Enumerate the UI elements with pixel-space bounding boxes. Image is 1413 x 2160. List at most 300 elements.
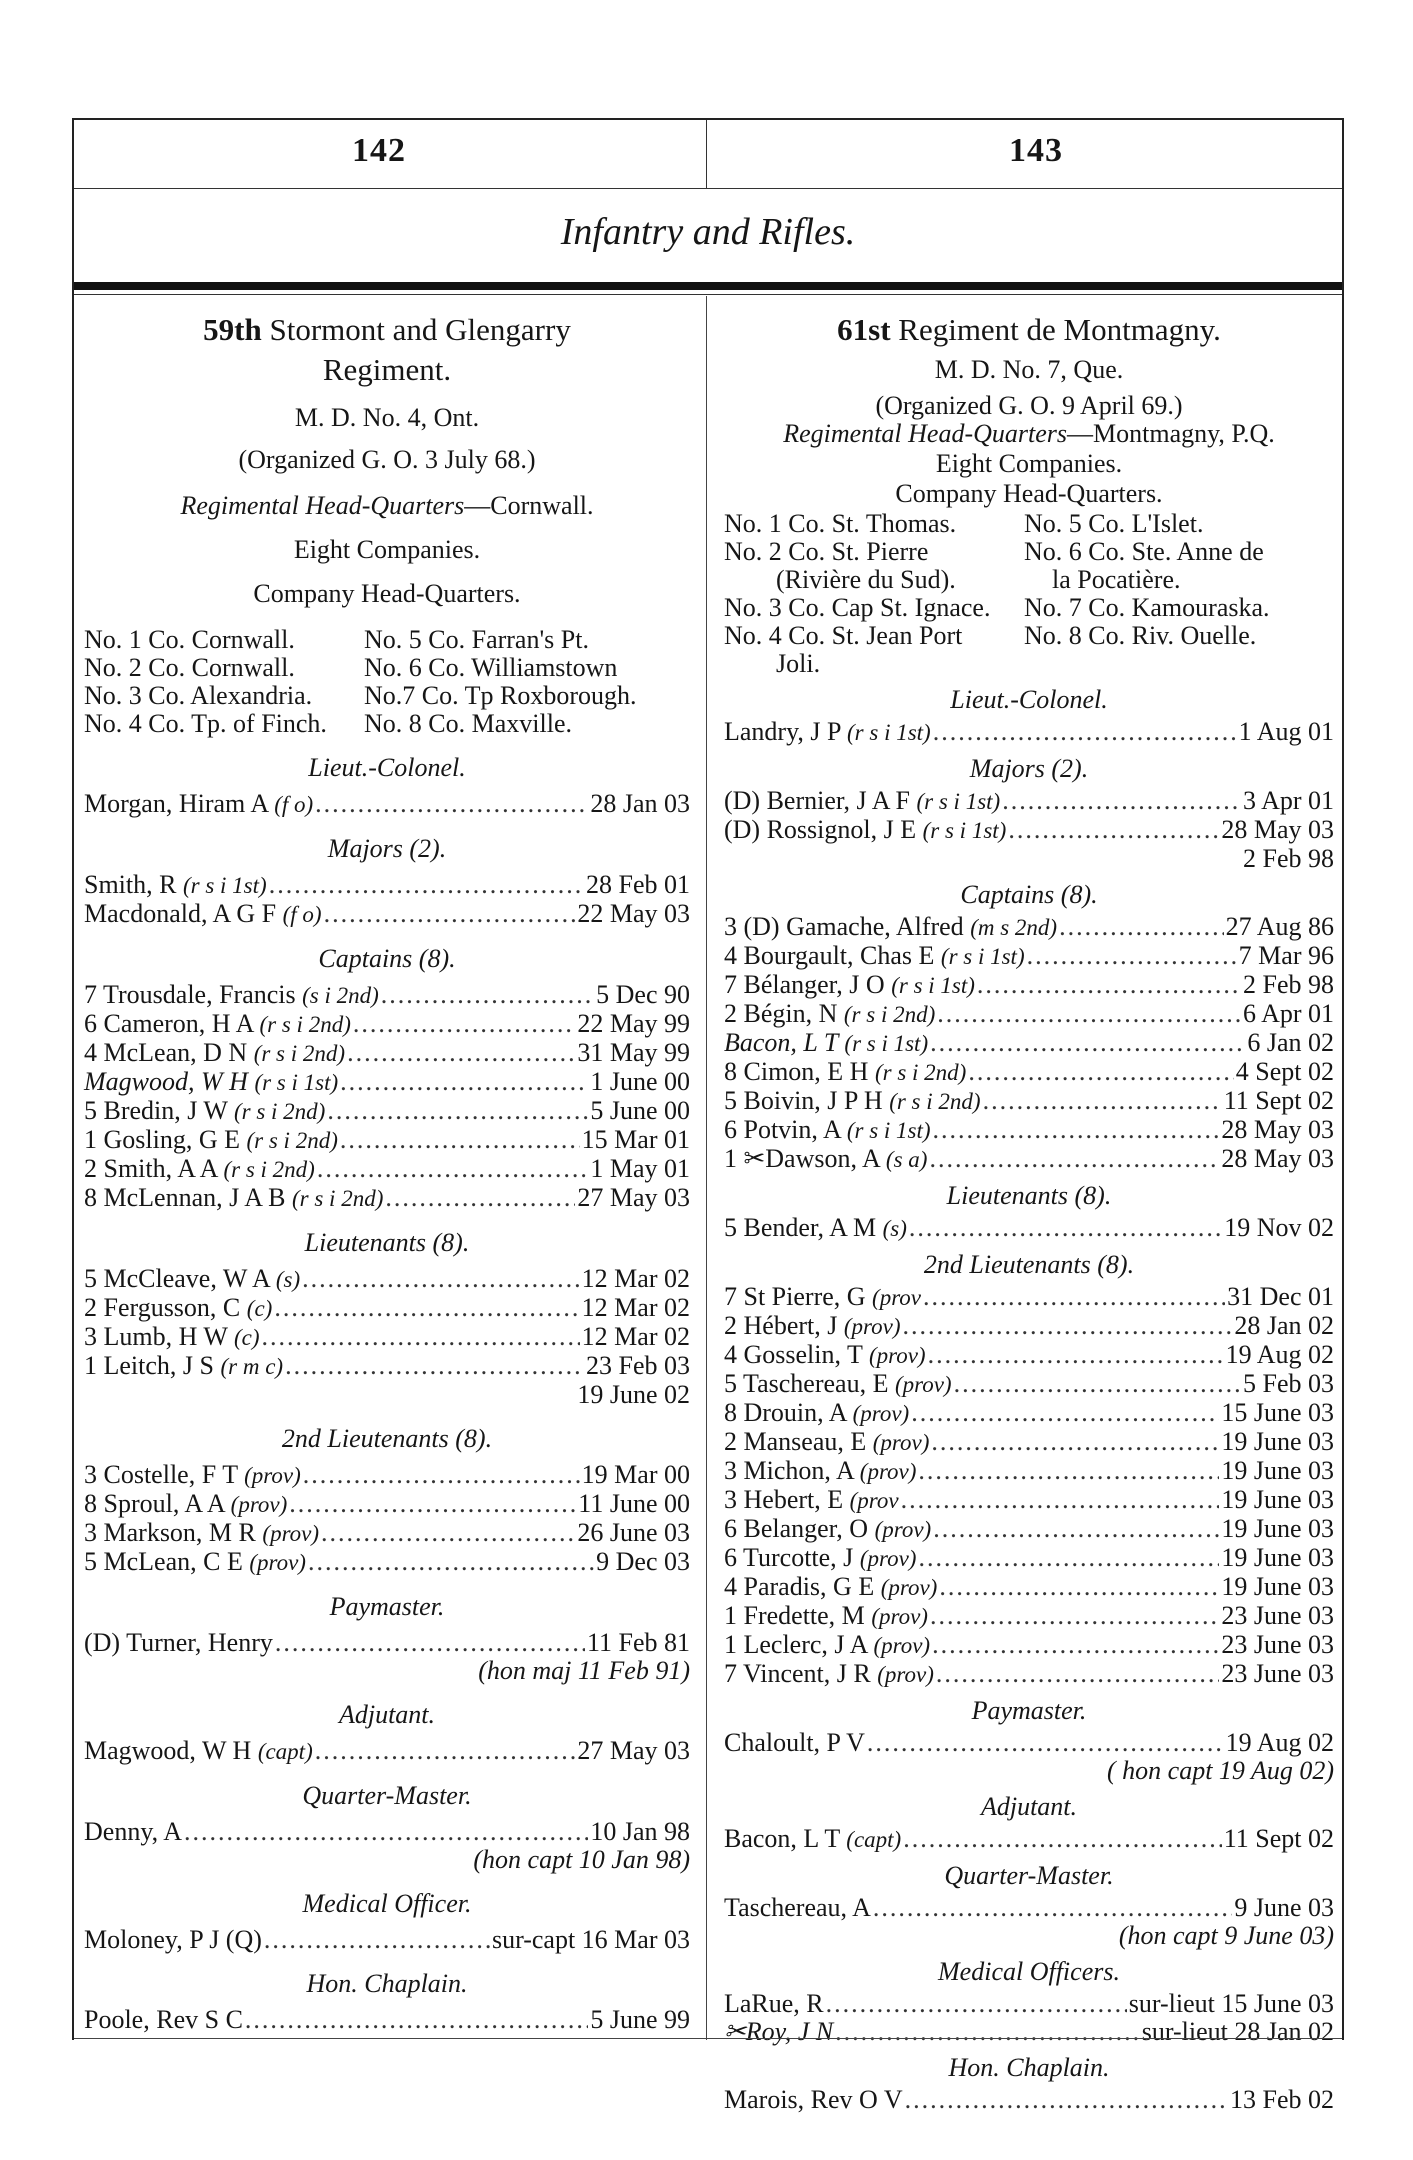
officer-name: 2 Manseau, E (prov) <box>724 1427 930 1456</box>
officer-name: 7 Bélanger, J O (r s i 1st) <box>724 970 975 999</box>
leader-dots <box>901 1486 1220 1514</box>
officer-qualification: (prov) <box>871 1604 928 1629</box>
leader-dots <box>933 718 1237 746</box>
commission-date: 11 Feb 81 <box>586 1628 690 1657</box>
commission-date: 22 May 99 <box>577 1009 690 1038</box>
commission-date: 6 Jan 02 <box>1247 1028 1334 1057</box>
officer-name: (D) Rossignol, J E (r s i 1st) <box>724 815 1007 844</box>
officer-qualification: (prov) <box>843 1314 901 1339</box>
commission-date: 23 June 03 <box>1221 1659 1334 1688</box>
company-right: No. 6 Co. Ste. Anne de <box>1024 537 1264 566</box>
commission-date: 28 May 03 <box>1221 815 1334 844</box>
commission-date: 27 Aug 86 <box>1225 912 1334 941</box>
page-title: Infantry and Rifles. <box>560 211 856 253</box>
leader-dots <box>340 1126 580 1154</box>
officer-name: 6 Cameron, H A (r s i 2nd) <box>84 1009 351 1038</box>
leader-dots <box>327 1097 588 1125</box>
officer-entry <box>724 1116 1334 1145</box>
leader-dots <box>317 1155 589 1183</box>
officer-entry <box>724 1660 1334 1689</box>
officer-qualification: (r s i 2nd) <box>889 1089 981 1114</box>
officer-entry <box>724 1312 1334 1341</box>
section-title: Lieutenants (8). <box>304 1228 470 1257</box>
officer-name: 6 Belanger, O (prov) <box>724 1514 932 1543</box>
officer-qualification: (r s i 1st) <box>916 789 1001 814</box>
section-title: 2nd Lieutenants (8). <box>923 1250 1135 1279</box>
section-title: Hon. Chaplain. <box>306 1969 468 1998</box>
leader-dots <box>381 981 594 1009</box>
officer-entry <box>724 1544 1334 1573</box>
leader-dots <box>929 1145 1219 1173</box>
officer-entry <box>724 1283 1334 1312</box>
officer-qualification: (r s i 2nd) <box>253 1041 346 1066</box>
officer-entry <box>724 1515 1334 1544</box>
officer-qualification: (prov) <box>859 1546 917 1571</box>
officer-entry <box>84 1629 690 1657</box>
commission-date: 28 May 03 <box>1221 1144 1334 1173</box>
leader-dots <box>903 1825 1222 1853</box>
regiment-heading <box>724 310 1334 350</box>
leader-dots <box>930 1029 1245 1057</box>
officer-entry <box>724 1087 1334 1116</box>
officer-entry <box>724 1825 1334 1854</box>
commission-date: 1 June 00 <box>590 1067 690 1096</box>
officer-name: 5 McLean, C E (prov) <box>84 1547 306 1576</box>
commission-date: 4 Sept 02 <box>1235 1057 1334 1086</box>
company-row <box>724 566 1334 594</box>
bottom-rule <box>74 2038 1342 2039</box>
leader-dots <box>245 2006 588 2034</box>
company-left: No. 2 Co. St. Pierre <box>724 537 929 566</box>
commission-date: 12 Mar 02 <box>581 1322 690 1351</box>
officer-qualification: (prov) <box>230 1492 288 1517</box>
officer-name: 2 Hébert, J (prov) <box>724 1311 901 1340</box>
leader-dots <box>954 1370 1241 1398</box>
leader-dots <box>933 1515 1219 1543</box>
officer-name: 3 Markson, M R (prov) <box>84 1518 320 1547</box>
officer-entry <box>724 787 1334 816</box>
company-right: No. 8 Co. Riv. Ouelle. <box>1024 621 1257 650</box>
section-title: 2nd Lieutenants (8). <box>281 1424 493 1453</box>
officer-name: Magwood, W H (r s i 1st) <box>84 1067 339 1096</box>
officer-name: 8 Sproul, A A (prov) <box>84 1489 288 1518</box>
officer-qualification: (r s i 1st) <box>254 1070 339 1095</box>
officer-name: 4 Gosselin, T (prov) <box>724 1340 926 1369</box>
commission-date: 5 June 00 <box>590 1096 690 1125</box>
regimental-hq-label: Regimental Head-Quarters <box>783 419 1067 448</box>
officer-qualification: (prov) <box>262 1521 320 1546</box>
leader-dots <box>262 1323 580 1351</box>
leader-dots <box>315 1737 576 1765</box>
officer-qualification: (capt) <box>846 1827 902 1852</box>
leader-dots <box>289 1490 576 1518</box>
company-left: No. 1 Co. St. Thomas. <box>724 509 957 538</box>
section-title: Adjutant. <box>338 1700 436 1729</box>
officer-name: 4 Paradis, G E (prov) <box>724 1572 938 1601</box>
company-right: No. 8 Co. Maxville. <box>364 709 572 738</box>
officer-name: 8 McLennan, J A B (r s i 2nd) <box>84 1183 384 1212</box>
officer-qualification: (r m c) <box>220 1354 284 1379</box>
leader-dots <box>302 1265 580 1293</box>
leader-dots <box>923 1283 1225 1311</box>
officer-qualification: (prov) <box>894 1372 952 1397</box>
officer-entry <box>84 1155 690 1184</box>
officer-name: 1 Gosling, G E (r s i 2nd) <box>84 1125 338 1154</box>
leader-dots <box>835 2018 1140 2046</box>
commission-date: 28 Feb 01 <box>586 870 690 899</box>
leader-dots <box>873 1894 1232 1922</box>
leader-dots <box>933 1116 1220 1144</box>
officer-entry <box>724 1370 1334 1399</box>
section-title: Medical Officer. <box>302 1889 472 1918</box>
officer-name: 6 Potvin, A (r s i 1st) <box>724 1115 931 1144</box>
officer-qualification: (r s i 1st) <box>847 720 931 745</box>
commission-date: 27 May 03 <box>577 1183 690 1212</box>
officer-name: ✂Roy, J N <box>724 2017 834 2046</box>
left-column <box>84 306 690 2034</box>
section-title: Majors (2). <box>327 834 447 863</box>
officer-name: 1 Fredette, M (prov) <box>724 1601 928 1630</box>
officer-entry <box>84 1519 690 1548</box>
officer-entry <box>724 1029 1334 1058</box>
commission-date: 10 Jan 98 <box>590 1817 690 1846</box>
entry-extra-note: (hon capt 10 Jan 98) <box>473 1845 690 1874</box>
officer-name: 3 (D) Gamache, Alfred (m s 2nd) <box>724 912 1058 941</box>
officer-qualification: (prov <box>849 1488 899 1513</box>
officer-name: Taschereau, A <box>724 1893 871 1922</box>
officer-qualification: (s) <box>275 1267 301 1292</box>
section-title: Adjutant. <box>980 1792 1078 1821</box>
commission-date: 26 June 03 <box>577 1518 690 1547</box>
officer-qualification: (r s i 1st) <box>182 873 267 898</box>
officer-entry <box>84 1039 690 1068</box>
officer-entry <box>84 871 690 900</box>
officer-name: (D) Turner, Henry <box>84 1628 273 1657</box>
officer-qualification: (s i 2nd) <box>302 983 379 1008</box>
officer-qualification: (f o) <box>282 902 322 927</box>
officer-qualification: (prov) <box>868 1343 926 1368</box>
leader-dots <box>385 1184 575 1212</box>
officer-entry <box>724 1631 1334 1660</box>
leader-dots <box>932 1631 1219 1659</box>
officer-entry <box>724 1729 1334 1757</box>
officer-qualification: (prov) <box>852 1401 910 1426</box>
leader-dots <box>918 1544 1219 1572</box>
leader-dots <box>347 1039 575 1067</box>
officer-name: 2 Bégin, N (r s i 2nd) <box>724 999 936 1028</box>
leader-dots <box>269 871 584 899</box>
officer-entry <box>724 1573 1334 1602</box>
officer-entry <box>84 1737 690 1766</box>
leader-dots <box>968 1058 1233 1086</box>
company-left: No. 4 Co. Tp. of Finch. <box>84 709 327 738</box>
officer-qualification: (r s i 2nd) <box>246 1128 338 1153</box>
officer-name: 7 Trousdale, Francis (s i 2nd) <box>84 980 379 1009</box>
leader-dots <box>826 1990 1127 2018</box>
officer-entry <box>724 913 1334 942</box>
commission-date: 22 May 03 <box>577 899 690 928</box>
title-rule-thick <box>74 282 1342 290</box>
company-row <box>724 538 1334 566</box>
section-title: Paymaster. <box>971 1696 1087 1725</box>
officer-name: Bacon, L T (capt) <box>724 1824 902 1853</box>
officer-name: Morgan, Hiram A (f o) <box>84 789 314 818</box>
regiment-number: 61st <box>837 312 891 347</box>
commission-date: 5 Dec 90 <box>596 980 690 1009</box>
commission-date: 27 May 03 <box>577 1736 690 1765</box>
officer-entry <box>84 1926 690 1954</box>
officer-qualification: (c) <box>246 1296 273 1321</box>
officer-entry <box>724 2018 1334 2046</box>
commission-date: 11 June 00 <box>578 1489 690 1518</box>
leader-dots <box>275 1629 585 1657</box>
officer-name: 5 Taschereau, E (prov) <box>724 1369 952 1398</box>
officer-qualification: (prov) <box>249 1550 306 1575</box>
officer-entry <box>84 1490 690 1519</box>
officer-name: 4 Bourgault, Chas E (r s i 1st) <box>724 941 1025 970</box>
organized-note: (Organized G. O. 3 July 68.) <box>238 445 536 474</box>
section-title: Lieut.-Colonel. <box>308 753 466 782</box>
company-row <box>84 654 690 682</box>
commission-date: 9 June 03 <box>1234 1893 1334 1922</box>
officer-name: 2 Fergusson, C (c) <box>84 1293 273 1322</box>
officer-qualification: (c) <box>233 1325 260 1350</box>
regiment-name: Regiment de Montmagny. <box>890 312 1221 347</box>
title-rule-thin <box>74 294 1342 295</box>
header-rule <box>74 188 1342 189</box>
company-row <box>84 710 690 738</box>
officer-entry <box>84 1097 690 1126</box>
section-title: Hon. Chaplain. <box>948 2053 1110 2082</box>
leader-dots <box>1059 913 1224 941</box>
company-right: la Pocatière. <box>1052 565 1181 594</box>
officer-qualification: (prov) <box>877 1662 934 1687</box>
officer-qualification: (r s i 1st) <box>940 944 1025 969</box>
company-right: No. 7 Co. Kamouraska. <box>1024 593 1270 622</box>
section-title: Captains (8). <box>960 880 1098 909</box>
commission-date: 23 June 03 <box>1221 1601 1334 1630</box>
leader-dots <box>315 790 588 818</box>
officer-entry <box>84 1548 690 1577</box>
leader-dots <box>977 971 1241 999</box>
regiment-heading <box>84 310 690 350</box>
leader-dots <box>285 1352 584 1380</box>
leader-dots <box>939 1573 1219 1601</box>
leader-dots <box>1027 942 1237 970</box>
officer-qualification: (s) <box>882 1216 907 1241</box>
officer-entry <box>84 981 690 1010</box>
company-left: No. 3 Co. Alexandria. <box>84 681 313 710</box>
commission-date: 19 June 03 <box>1221 1456 1334 1485</box>
commission-date: 19 June 03 <box>1221 1543 1334 1572</box>
officer-entry <box>84 900 690 929</box>
leader-dots <box>928 1341 1224 1369</box>
leader-dots <box>936 1660 1219 1688</box>
officer-qualification: (prov) <box>872 1430 930 1455</box>
officer-name: 3 Lumb, H W (c) <box>84 1322 260 1351</box>
commission-date: 2 Feb 98 <box>1243 970 1334 999</box>
officer-name: 5 Bredin, J W (r s i 2nd) <box>84 1096 326 1125</box>
officer-entry <box>724 1990 1334 2018</box>
commission-date: 28 May 03 <box>1221 1115 1334 1144</box>
officer-entry <box>724 718 1334 747</box>
commission-date: 9 Dec 03 <box>596 1547 690 1576</box>
officer-entry <box>724 1602 1334 1631</box>
officer-name: 8 Drouin, A (prov) <box>724 1398 910 1427</box>
officer-qualification: (r s i 2nd) <box>233 1099 326 1124</box>
officer-entry <box>724 1214 1334 1243</box>
companies-count: Eight Companies. <box>935 449 1123 478</box>
officer-name: Landry, J P (r s i 1st) <box>724 717 931 746</box>
officer-qualification: (s a) <box>885 1147 928 1172</box>
military-district: M. D. No. 4, Ont. <box>294 403 480 432</box>
regimental-hq <box>724 420 1334 448</box>
officer-entry <box>724 1428 1334 1457</box>
officer-entry <box>84 1818 690 1846</box>
company-right: No. 5 Co. L'Islet. <box>1024 509 1204 538</box>
commission-date: 19 Aug 02 <box>1225 1340 1334 1369</box>
officer-name: Chaloult, P V <box>724 1728 865 1757</box>
military-district: M. D. No. 7, Que. <box>934 355 1124 384</box>
officer-name: Moloney, P J (Q) <box>84 1925 262 1954</box>
officer-name: 3 Hebert, E (prov <box>724 1485 899 1514</box>
company-right: No. 6 Co. Williamstown <box>364 653 618 682</box>
page-number-left: 142 <box>352 132 406 169</box>
entry-extra-note: ( hon capt 19 Aug 02) <box>1107 1756 1334 1785</box>
officer-qualification: (capt) <box>257 1739 313 1764</box>
officer-qualification: (r s i 1st) <box>844 1031 929 1056</box>
leader-dots <box>264 1926 490 1954</box>
entry-extra-note: 2 Feb 98 <box>1243 844 1334 873</box>
officer-name: 7 St Pierre, G (prov <box>724 1282 922 1311</box>
section-title: Quarter-Master. <box>302 1781 472 1810</box>
officer-name: 5 Boivin, J P H (r s i 2nd) <box>724 1086 981 1115</box>
officer-entry <box>724 1058 1334 1087</box>
commission-date: 12 Mar 02 <box>581 1264 690 1293</box>
commission-date: 11 Sept 02 <box>1223 1824 1334 1853</box>
officer-name: Marois, Rev O V <box>724 2085 903 2114</box>
leader-dots <box>937 1000 1241 1028</box>
section-title: Majors (2). <box>969 754 1089 783</box>
officer-name: Poole, Rev S C <box>84 2005 243 2034</box>
commission-date: sur-lieut 28 Jan 02 <box>1141 2017 1334 2046</box>
commission-date: 31 May 99 <box>577 1038 690 1067</box>
officer-entry <box>724 1894 1334 1922</box>
officer-name: 6 Turcotte, J (prov) <box>724 1543 917 1572</box>
officer-qualification: (r s i 1st) <box>891 973 975 998</box>
officer-entry <box>84 1010 690 1039</box>
officer-qualification: (r s i 1st) <box>846 1118 931 1143</box>
commission-date: 1 May 01 <box>590 1154 690 1183</box>
officer-qualification: (prov <box>872 1285 922 1310</box>
officer-entry <box>84 1294 690 1323</box>
commission-date: 12 Mar 02 <box>581 1293 690 1322</box>
page-number-right: 143 <box>1009 132 1063 169</box>
regiment-name: Stormont and Glengarry <box>261 312 571 347</box>
leader-dots <box>1008 816 1219 844</box>
officer-qualification: (prov) <box>859 1459 917 1484</box>
company-row <box>724 510 1334 538</box>
page-number-bar <box>74 120 1342 188</box>
leader-dots <box>905 2086 1228 2114</box>
regimental-hq-label: Regimental Head-Quarters <box>180 491 465 520</box>
officer-entry <box>724 1399 1334 1428</box>
leader-dots <box>324 900 576 928</box>
company-left: Joli. <box>776 649 821 678</box>
officer-name: 8 Cimon, E H (r s i 2nd) <box>724 1057 967 1086</box>
commission-date: 19 Aug 02 <box>1225 1728 1334 1757</box>
companies-count: Eight Companies. <box>293 535 481 564</box>
officer-name: 3 Michon, A (prov) <box>724 1456 917 1485</box>
commission-date: 23 June 03 <box>1221 1630 1334 1659</box>
leader-dots <box>1002 787 1241 815</box>
leader-dots <box>931 1428 1219 1456</box>
commission-date: 28 Jan 03 <box>590 789 690 818</box>
company-row <box>724 650 1334 678</box>
company-left: (Rivière du Sud). <box>776 565 956 594</box>
right-column <box>724 306 1334 2114</box>
officer-entry <box>724 2086 1334 2114</box>
officer-entry <box>724 971 1334 1000</box>
commission-date: 28 Jan 02 <box>1234 1311 1334 1340</box>
regimental-hq-value: —Montmagny, P.Q. <box>1067 419 1275 448</box>
leader-dots <box>911 1399 1219 1427</box>
leader-dots <box>902 1312 1232 1340</box>
company-right: No. 5 Co. Farran's Pt. <box>364 625 589 654</box>
officer-entry <box>84 1126 690 1155</box>
commission-date: 19 Mar 00 <box>581 1460 690 1489</box>
officer-entry <box>84 1352 690 1381</box>
officer-name: 5 McCleave, W A (s) <box>84 1264 301 1293</box>
officer-qualification: (prov) <box>244 1463 301 1488</box>
commission-date: 19 June 03 <box>1221 1514 1334 1543</box>
leader-dots <box>321 1519 575 1547</box>
officer-qualification: (r s i 2nd) <box>223 1157 315 1182</box>
regiment-name-cont: Regiment. <box>322 352 452 387</box>
company-row <box>724 594 1334 622</box>
company-hq-heading: Company Head-Quarters. <box>253 579 521 608</box>
officer-name: Macdonald, A G F (f o) <box>84 899 322 928</box>
commission-date: 5 Feb 03 <box>1243 1369 1334 1398</box>
officer-entry <box>84 1068 690 1097</box>
leader-dots <box>918 1457 1219 1485</box>
officer-name: 1 ✂Dawson, A (s a) <box>724 1144 928 1173</box>
officer-entry <box>84 1323 690 1352</box>
company-left: No. 3 Co. Cap St. Ignace. <box>724 593 991 622</box>
leader-dots <box>340 1068 588 1096</box>
column-divider <box>706 296 707 2040</box>
commission-date: 19 June 03 <box>1221 1427 1334 1456</box>
officer-entry <box>84 2006 690 2034</box>
organized-note: (Organized G. O. 9 April 69.) <box>875 391 1183 420</box>
entry-extra-note: (hon maj 11 Feb 91) <box>478 1656 690 1685</box>
officer-name: LaRue, R <box>724 1989 824 2018</box>
section-title: Captains (8). <box>318 944 456 973</box>
officer-name: 2 Smith, A A (r s i 2nd) <box>84 1154 315 1183</box>
officer-name: Bacon, L T (r s i 1st) <box>724 1028 929 1057</box>
leader-dots <box>353 1010 575 1038</box>
officer-entry <box>84 1461 690 1490</box>
commission-date: 13 Feb 02 <box>1230 2085 1334 2114</box>
commission-date: 23 Feb 03 <box>586 1351 690 1380</box>
officer-entry <box>84 790 690 819</box>
regimental-hq <box>84 492 690 520</box>
officer-name: Denny, A <box>84 1817 182 1846</box>
leader-dots <box>308 1548 594 1576</box>
page-number-divider <box>706 120 707 188</box>
leader-dots <box>930 1602 1219 1630</box>
leader-dots <box>983 1087 1222 1115</box>
